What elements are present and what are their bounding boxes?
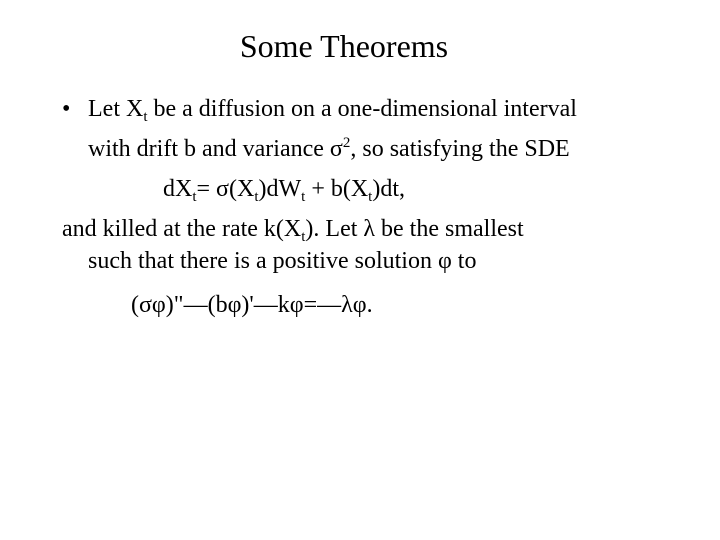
subscript-t: t [368,189,373,205]
text-line-5 [88,246,476,276]
text-segment: + b(X [305,176,369,202]
text-segment: )dW [258,176,302,202]
sde-equation [163,174,405,204]
bullet-marker: • [62,96,71,122]
text-segment: be a diffusion on a one-dimensional interval [147,96,577,122]
subscript-t: t [143,109,148,125]
text-segment: , so satisfying the SDE [350,136,570,162]
subscript-t: t [301,229,306,245]
superscript-2: 2 [342,135,351,151]
text-segment: and killed at the rate k(X [62,216,302,242]
text-line-4 [62,214,524,244]
text-line-1 [88,94,577,124]
text-segment: Let X [88,96,144,122]
subscript-t: t [301,189,306,205]
text-segment: )dt, [372,176,406,202]
text-segment: with drift b and variance σ [88,136,343,162]
text-segment: ). Let λ be the smallest [305,216,524,242]
text-segment: dX [163,176,193,202]
text-segment: = σ(X [196,176,255,202]
text-segment: (σφ)"—(bφ)'—kφ=—λφ. [131,292,373,318]
slide-title: Some Theorems [239,28,449,64]
subscript-t: t [192,189,197,205]
text-line-2 [88,134,570,164]
subscript-t: t [254,189,259,205]
text-segment: such that there is a positive solution φ to [88,248,477,274]
eigen-equation [131,290,373,320]
